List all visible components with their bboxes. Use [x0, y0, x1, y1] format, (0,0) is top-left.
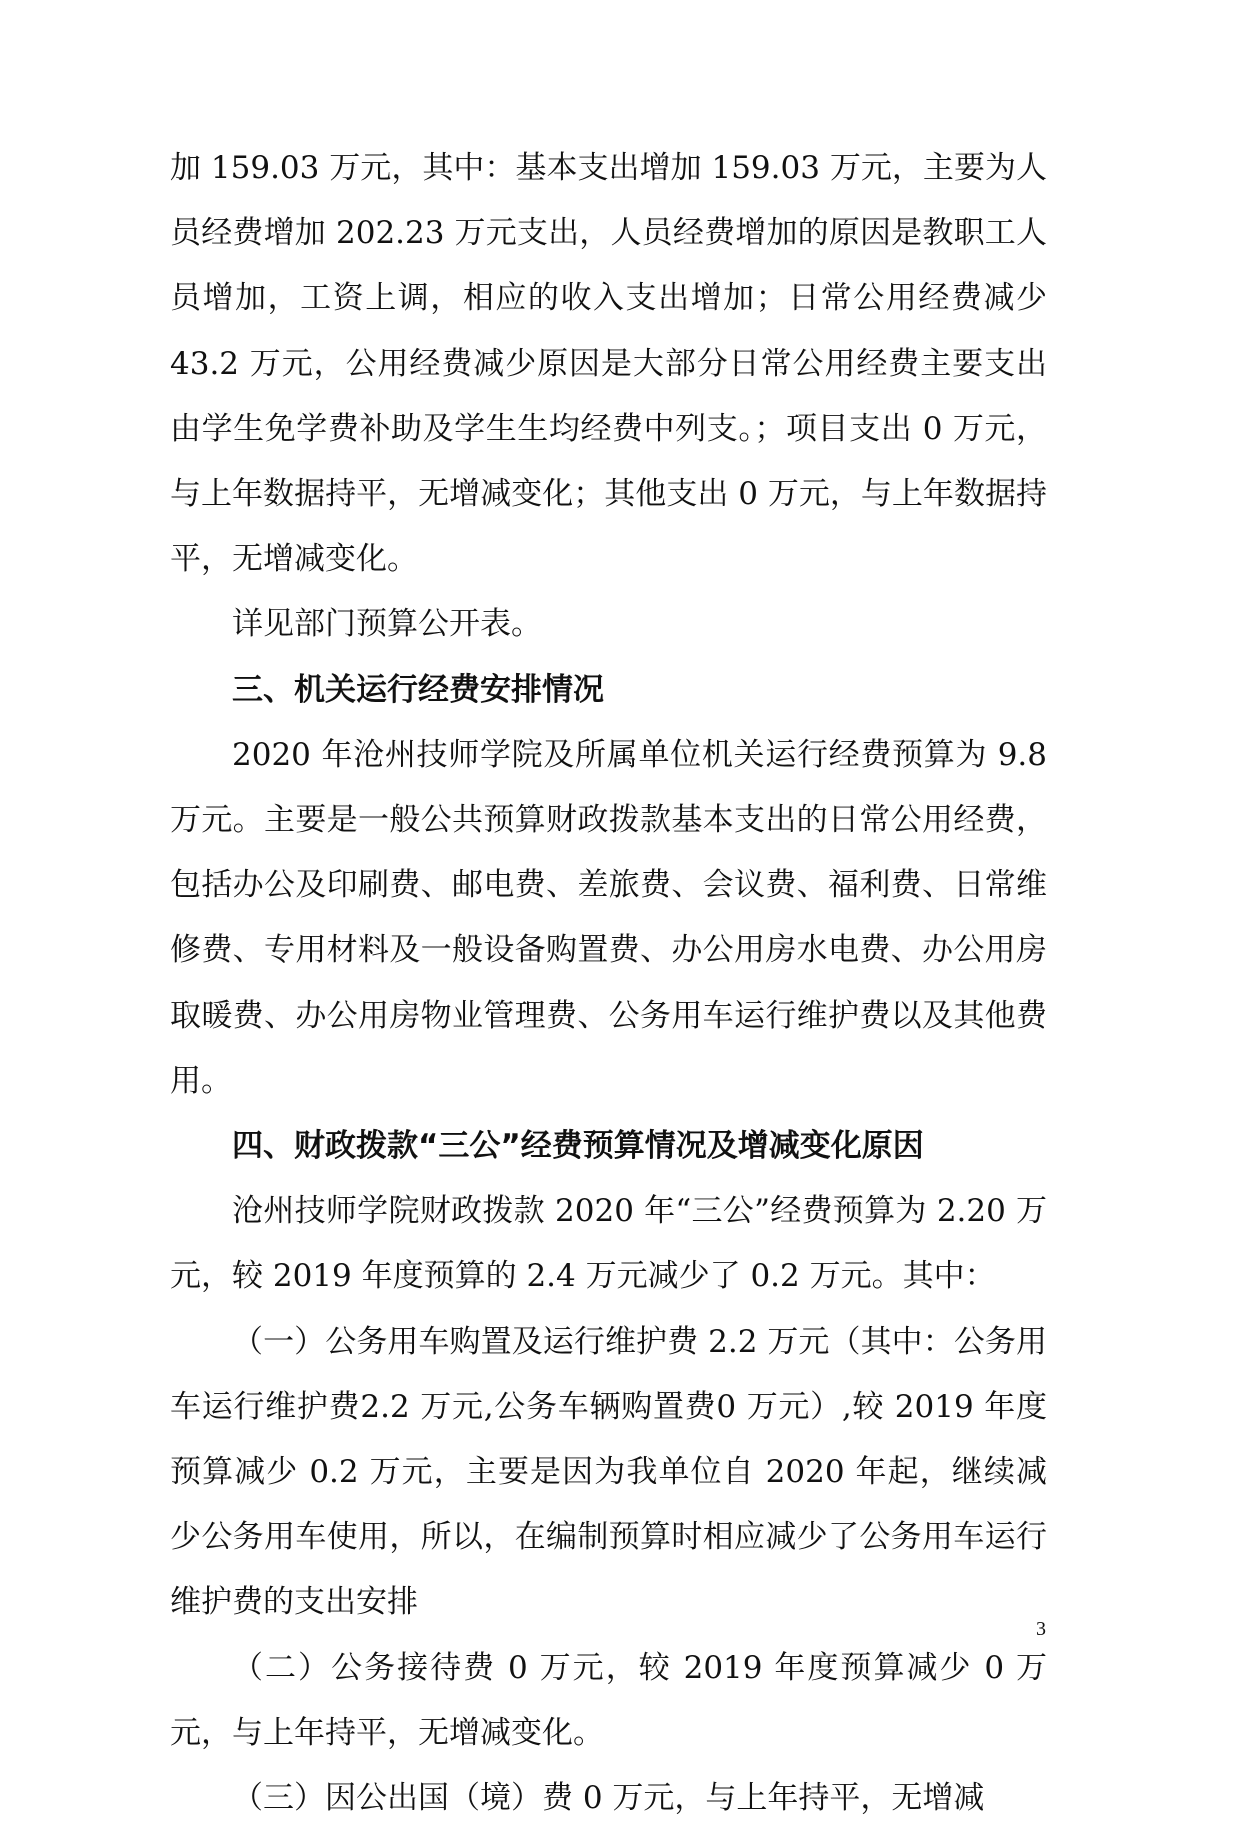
section-heading-3: 三、机关运行经费安排情况 [232, 671, 604, 708]
paragraph-vehicle-costs: （一）公务用车购置及运行维护费 2.2 万元（其中：公务用车运行维护费2.2 万元,公务车辆购置费0 万元）,较 2019 年度预算减少 0.2 万元，主要是因为我单位自 2020 年起，继续减少公务用车使用，所以，在编制预算时相应减少了公务用车运行维护费的支出安排 [170, 1323, 1047, 1621]
document-body [170, 136, 1047, 1831]
page-number: 3 [1036, 1618, 1046, 1640]
paragraph-operating-costs: 2020 年沧州技师学院及所属单位机关运行经费预算为 9.8 万元。主要是一般公共预算财政拨款基本支出的日常公用经费，包括办公及印刷费、邮电费、差旅费、会议费、福利费、日常维修费、专用材料及一般设备购置费、办公用房水电费、办公用房取暖费、办公用房物业管理费、公务用车运行维护费以及其他费用。 [170, 736, 1047, 1099]
paragraph-three-public-summary: 沧州技师学院财政拨款 2020 年“三公”经费预算为 2.20 万元，较 2019 年度预算的 2.4 万元减少了 0.2 万元。其中： [170, 1193, 1047, 1295]
paragraph-reception-costs: （二）公务接待费 0 万元，较 2019 年度预算减少 0 万元，与上年持平，无增减变化。 [170, 1649, 1047, 1751]
paragraph-see-tables: 详见部门预算公开表。 [232, 606, 542, 643]
paragraph-overseas-travel: （三）因公出国（境）费 0 万元，与上年持平，无增减 [232, 1780, 985, 1817]
paragraph-continuation: 加 159.03 万元，其中：基本支出增加 159.03 万元，主要为人员经费增加 202.23 万元支出，人员经费增加的原因是教职工人员增加，工资上调，相应的收入支出增加；日常公用经费减少 43.2 万元，公用经费减少原因是大部分日常公用经费主要支出由学生免学费补助及学生生均经费中列支。；项目支出 0 万元，与上年数据持平，无增减变化；其他支出 0 万元，与上年数据持平，无增减变化。 [170, 150, 1047, 578]
section-heading-4: 四、财政拨款“三公”经费预算情况及增减变化原因 [232, 1128, 924, 1165]
